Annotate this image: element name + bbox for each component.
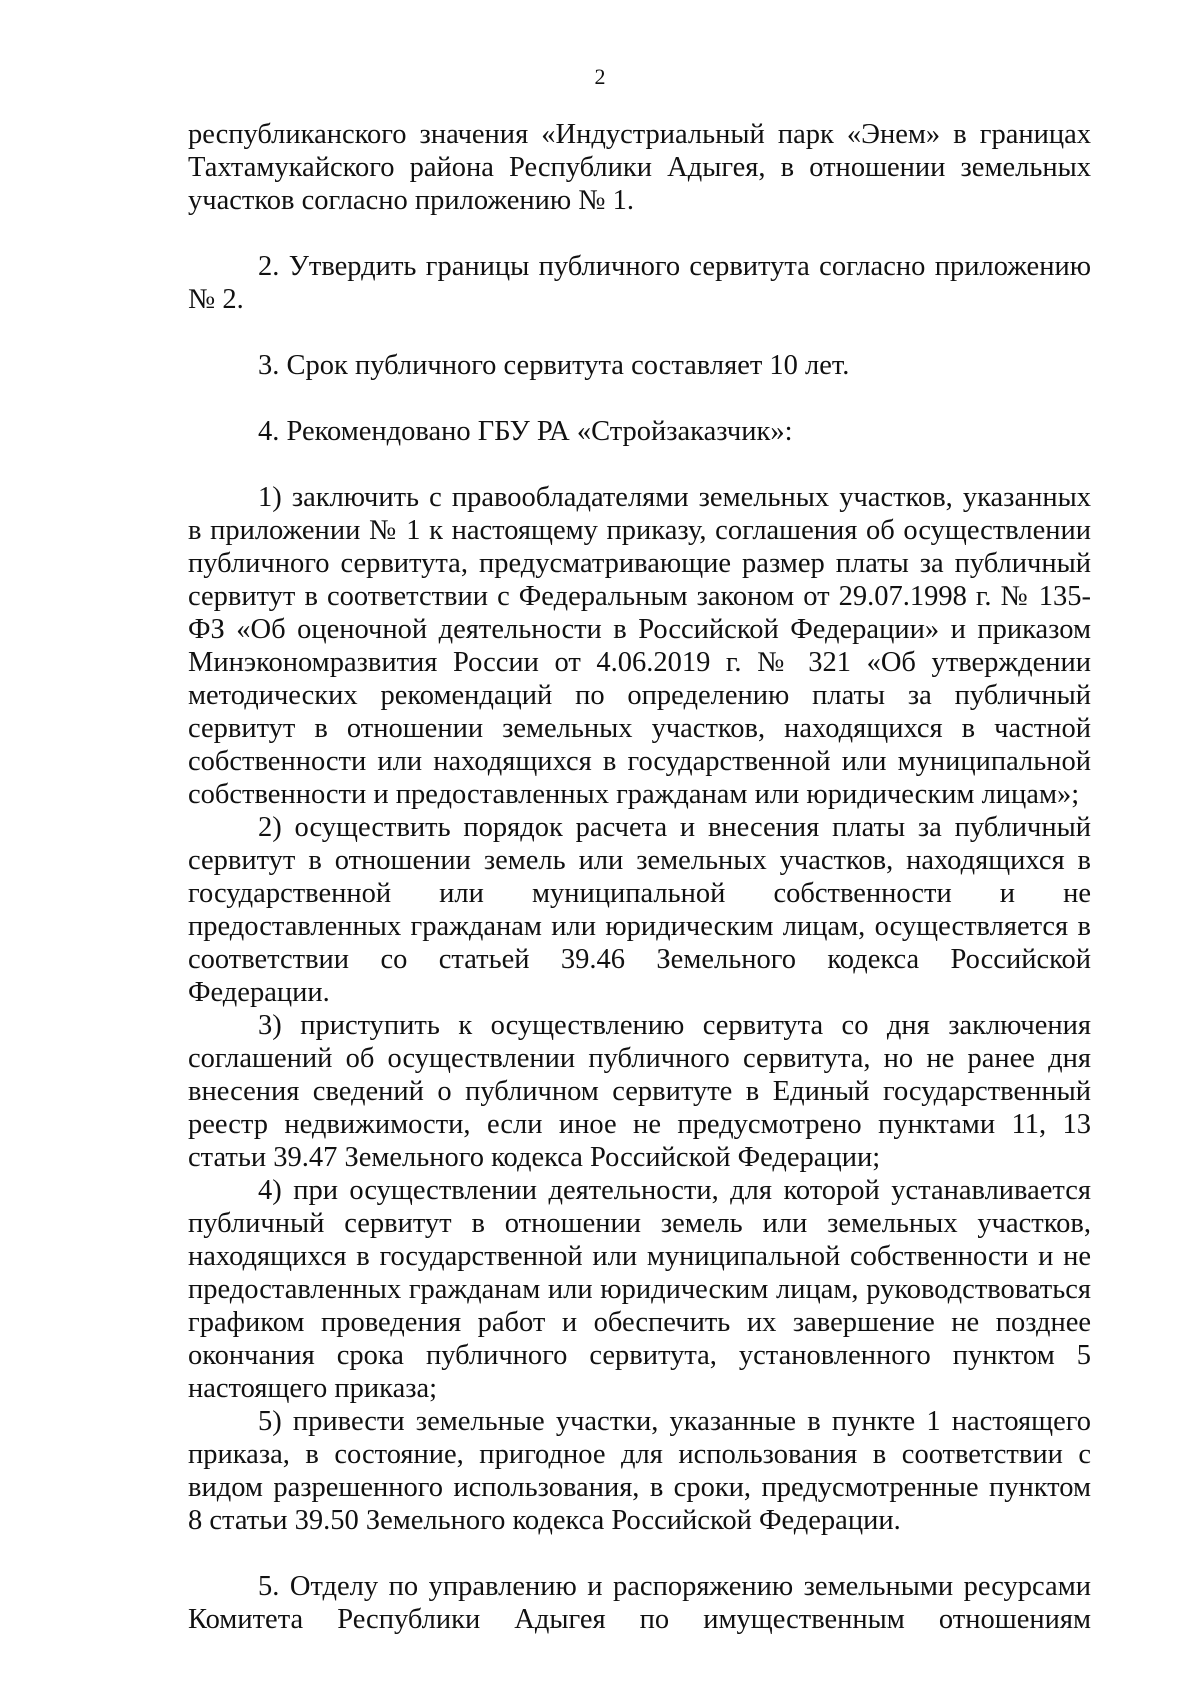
paragraph-subitem-4: 4) при осуществлении деятельности, для которой устанавливается публичный сервитут в отношении земель или земельных участков, находящихся в государственной или муниципальной собственности и не предоставленных гражданам или юридическим лицам, руководствоваться графиком проведения работ и обеспечить их завершение не позднее окончания срока публичного сервитута, установленного пунктом 5 настоящего приказа; [188,1175,1091,1404]
paragraph-item-2: 2. Утвердить границы публичного сервитута согласно приложению № 2. [188,251,1091,315]
document-body [188,118,1091,1636]
paragraph-subitem-5: 5) привести земельные участки, указанные в пункте 1 настоящего приказа, в состояние, пригодное для использования в соответствии с видом разрешенного использования, в сроки, предусмотренные пунктом 8 статьи 39.50 Земельного кодекса Российской Федерации. [188,1406,1091,1536]
paragraph-item-5: 5. Отделу по управлению и распоряжению земельными ресурсами Комитета Республики Адыгея по имущественным отношениям [188,1571,1091,1635]
paragraph-subitem-3: 3) приступить к осуществлению сервитута со дня заключения соглашений об осуществлении публичного сервитута, но не ранее дня внесения сведений о публичном сервитуте в Единый государственный реестр недвижимости, если иное не предусмотрено пунктами 11, 13 статьи 39.47 Земельного кодекса Российской Федерации; [188,1010,1091,1173]
paragraph-subitem-1: 1) заключить с правообладателями земельных участков, указанных в приложении № 1 к настоящему приказу, соглашения об осуществлении публичного сервитута, предусматривающие размер платы за публичный сервитут в соответствии с Федеральным законом от 29.07.1998 г. № 135-ФЗ «Об оценочной деятельности в Российской Федерации» и приказом Минэкономразвития России от 4.06.2019 г. № 321 «Об утверждении методических рекомендаций по определению платы за публичный сервитут в отношении земельных участков, находящихся в частной собственности или находящихся в государственной или муниципальной собственности и предоставленных гражданам или юридическим лицам»; [188,482,1091,810]
paragraph-item-3: 3. Срок публичного сервитута составляет 10 лет. [258,350,850,381]
paragraph-subitem-2: 2) осуществить порядок расчета и внесения платы за публичный сервитут в отношении земель или земельных участков, находящихся в государственной или муниципальной собственности и не предоставленных гражданам или юридическим лицам, осуществляется в соответствии со статьей 39.46 Земельного кодекса Российской Федерации. [188,812,1091,1008]
paragraph-intro: республиканского значения «Индустриальный парк «Энем» в границах Тахтамукайского района Республики Адыгея, в отношении земельных участков согласно приложению № 1. [188,119,1091,216]
page-number: 2 [594,64,606,89]
paragraph-item-4: 4. Рекомендовано ГБУ РА «Стройзаказчик»: [258,416,793,447]
